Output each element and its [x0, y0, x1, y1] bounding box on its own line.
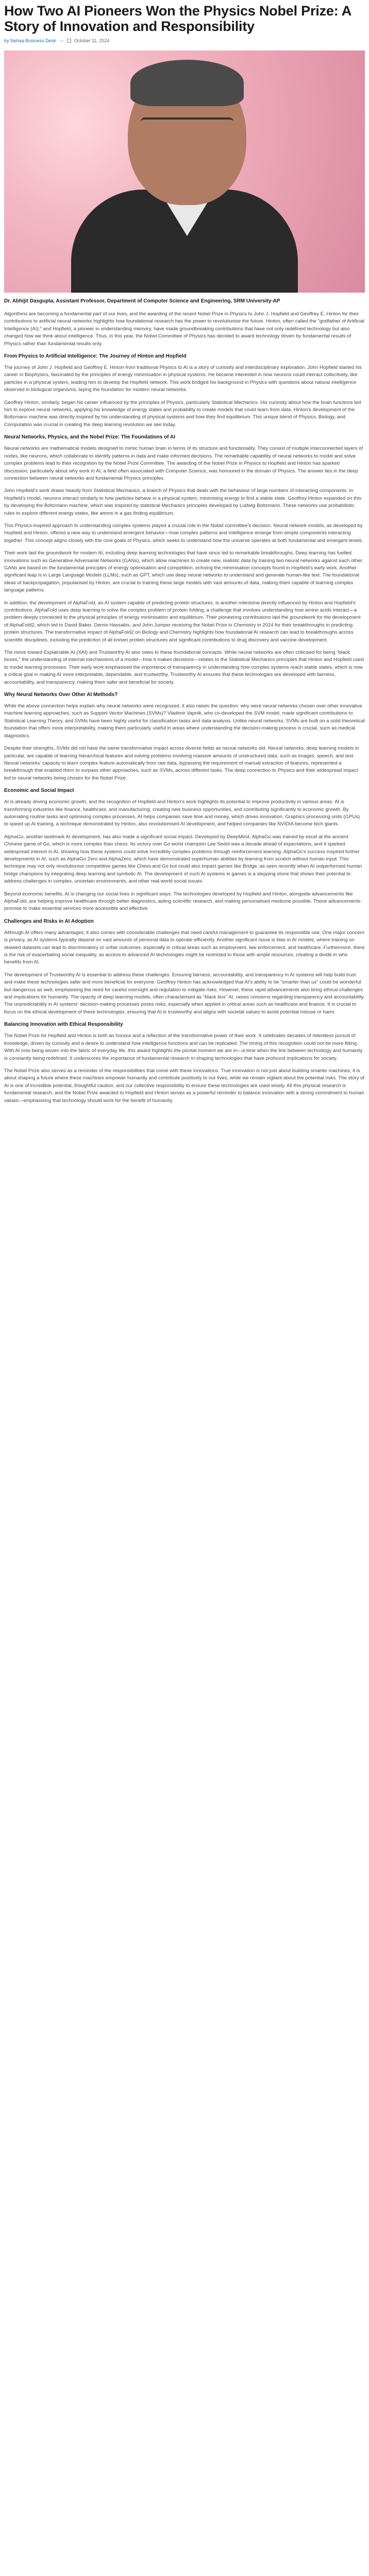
paragraph: Beyond economic benefits, AI is changing our social lives in significant ways. The technologies developed by Hopfield and Hinton, alongside advancements like AlphaFold, are helping improve healthcare through better diagnostics, aiding scientific research, and making personalised medicine possible. These advancements promise to make essential services more accessible and effective.	[4, 891, 361, 912]
hero-image	[4, 50, 365, 293]
article-title: How Two AI Pioneers Won the Physics Nobel Prize: A Story of Innovation and Responsibility	[4, 3, 351, 34]
paragraph: Their work laid the groundwork for modern AI, including deep learning technologies that have since led to remarkable breakthroughs. Deep learning has fuelled innovations such as Generative Adversarial Networks (GANs), which allow machines to create new, realistic data by training two neural networks against each other. GANs are based on the fundamental principles of energy optimisation and competition, echoing the minimisation concepts found in Hopfield's early work. Another significant leap is in Large Language Models (LLMs), such as GPT, which use deep neural networks to understand and generate human-like text. The foundational ideas of backpropagation, popularised by Hinton, are crucial to training these large models with vast amounts of data, making them capable of learning complex language patterns.	[4, 550, 363, 594]
article-body	[0, 304, 369, 1105]
byline-separator: —	[59, 38, 64, 43]
paragraph: Neural networks are mathematical models designed to mimic human brain in terms of its structure and functionality. They consist of multiple interconnected layers of nodes, like neurons, which collaborate to identify patterns in data and make informed decisions. The remarkable capability of neural networks to model and solve complex problems lead to their recognition by the Nobel Prize Committee. The awarding of the Nobel Prize in Physics to Hopfield and Hinton has sparked discussion, particularly about why work in AI, a field often associated with Computer Science, was honoured in the domain of Physics. The answer lies in the deep connection between neural networks and fundamental Physics principles.	[4, 446, 363, 481]
hero-caption: Dr. Abhijit Dasgupta, Assistant Professor, Department of Computer Science and Engineering, SRM University-AP	[4, 298, 280, 304]
portrait-hair	[130, 60, 244, 106]
section-heading: Economic and Social Impact	[4, 788, 74, 794]
paragraph: AI is already driving economic growth, and the recognition of Hopfield and Hinton's work highlights its potential to improve productivity in various areas. AI is transforming industries like finance, healthcare, and manufacturing, creating new business opportunities, and contributing significantly to economic growth. By automating routine tasks and optimising complex processes, AI helps companies save time and money, which drives innovation. Graphics processing units (GPUs) to speed up AI training, a technique demonstrated by Hinton, also revolutionised AI development, and helped companies like NVIDIA become tech giants.	[4, 799, 360, 827]
author-link[interactable]: by Nehaa Business Desk	[4, 38, 56, 43]
section-heading: From Physics to Artificial Intelligence: The Journey of Hinton and Hopfield	[4, 353, 187, 360]
paragraph: This Physics-inspired approach to understanding complex systems played a crucial role in the Nobel committee's decision. Neural network models, as developed by Hopfield and Hinton, offered a new way to understand emergent behavior—how complex patterns and intelligence emerge from simple components interacting together. This concept aligns closely with the core goals of Physics, which seeks to understand how the universe operates at both fundamental and emergent levels.	[4, 522, 363, 544]
section-heading: Neural Networks, Physics, and the Nobel Prize: The Foundations of AI	[4, 434, 175, 440]
paragraph: The move toward Explainable AI (XAI) and Trustworthy AI also owes to these foundational concepts. While neural networks are often criticised for being "black boxes," the understanding of internal mechanisms of a model—how it makes decisions—relates to the Statistical Mechanics principles that Hinton and Hopfield used to model learning processes. Their early work emphasised the importance of transparency in understanding how complex systems reach stable states, which is now a critical goal in making AI more interpretable, dependable, and trustworthy. Trustworthy AI ensures that these technologies are developed with fairness, accountability, and transparency, making them safer and beneficial for society.	[4, 650, 364, 685]
paragraph: Algorithms are becoming a fundamental part of our lives, and the awarding of the recent Nobel Prize in Physics to John J. Hopfield and Geoffrey E. Hinton for their contributions to artificial neural networks highlights how foundational research has the power to revolutionise the future. Hinton, often called the "godfather of Artificial Intelligence (AI)," and Hopfield, a pioneer in understanding memory, have made groundbreaking contributions that have not only redefined technology but also changed how we think about intelligence. Thus, in this year, the Nobel Committee of Physics has decided to award technology driven by fundamental results of Physics rather than fundamental results only.	[4, 311, 364, 347]
section-heading: Why Neural Networks Over Other AI Methods?	[4, 692, 118, 698]
calendar-icon	[67, 39, 71, 43]
byline	[4, 38, 365, 43]
portrait-glasses	[141, 117, 233, 133]
paragraph: The journey of John J. Hopfield and Geoffrey E. Hinton from traditional Physics to AI is a story of curiosity and interdisciplinary exploration. John Hopfield started his career in Biophysics, fascinated by the principles of energy minimisation in physical systems. He became interested in how neurons could interact collectively, like particles in a physical system, leading him to develop the Hopfield network. This work bridged his background in Physics with questions about natural intelligence observed in biological organisms, laying the foundation for modern neural networks.	[4, 365, 362, 393]
paragraph: While the above connection helps explain why neural networks were recognized, it also raises the question: why were neural networks chosen over other innovative machine learning approaches, such as Support Vector Machines (SVMs)? Vladimir Vapnik, who co-developed the SVM model, made significant contributions to Statistical Learning Theory, and SVMs have been highly useful for classification tasks and data analysis. Unlike neural networks, SVMs are built on a solid theoretical foundation that offers more interpretability, making them particularly useful in areas where understanding the decision-making process is crucial, such as medical diagnostics.	[4, 703, 365, 739]
section-heading: Balancing Innovation with Ethical Responsibility	[4, 1022, 123, 1028]
article-header	[0, 0, 369, 43]
paragraph: Despite their strengths, SVMs did not have the same transformative impact across diverse fields as neural networks did. Neural networks, deep learning models in particular, are capable of learning hierarchical features and solving problems involving massive amounts of unstructured data, such as images, speech, and text. Neural networks' capacity to learn complex feature automatically from raw data, bypassing the requirement of manual extraction of features, represented a breakthrough that enabled them to surpass other approaches, such as SVMs, across different tasks. The deep connection to Physics and their widespread impact led to neural networks being chosen for the Nobel Prize.	[4, 745, 359, 781]
publish-date: October 11, 2024	[74, 38, 110, 43]
section-heading: Challenges and Risks in AI Adoption	[4, 918, 94, 924]
paragraph: In addition, the development of AlphaFold, an AI system capable of predicting protein structures, is another milestone directly influenced by Hinton and Hopfield's contributions. AlphaFold uses deep learning to solve the complex problem of protein folding, a challenge that involves understanding how amino acids interact—a problem deeply connected to the physical principles of energy minimisation and equilibrium. Their pioneering contributions laid the groundwork for the development of AlphaFold2, which led to David Baker, Demis Hassabis, and John Jumper receiving the Nobel Prize in Chemistry in 2024 for their breakthroughs in predicting protein structures. The transformative impact of AlphaFold2 on Biology and Chemistry highlights how foundational AI research can lead to breakthroughs across scientific disciplines, including the prediction of all known protein structures and significant contributions to drug discovery and vaccine development.	[4, 600, 361, 643]
paragraph: The Nobel Prize also serves as a reminder of the responsibilities that come with these innovations. True innovation is not just about building smarter machines; it is about shaping a future where these machines empower humanity and contribute positively to our lives, while we remain vigilant about the potential risks. The story of AI is one of incredible potential, thoughtful caution, and our collective responsibility to ensure these technologies are used wisely. All this physical research is fundamental research, and the Nobel Prize awarded to Hopfield and Hinton serves as a powerful reminder to balance innovation with a strong commitment to human values—emphasising that technology should work for the benefit of humanity.	[4, 1067, 364, 1104]
paragraph: Geoffrey Hinton, similarly, began his career influenced by the principles of Physics, particularly Statistical Mechanics. His curiosity about how the brain functions led him to explore neural networks, applying his knowledge of energy states and probability to create models that could learn from data. Hinton's development of the Boltzmann machine was directly inspired by his understanding of physical systems and how they find equilibrium. This unique blend of Physics, Biology, and Computation was crucial in creating the deep learning revolution we see today.	[4, 399, 361, 428]
paragraph: AlphaGo, another landmark AI development, has also made a significant social impact. Developed by DeepMind, AlphaGo was trained by excel at the ancient Chinese game of Go, which is more complex than chess. Its victory over Go world champion Lee Sedol was a decade ahead of expectations, and it sparked widespread interest in AI, showing how these systems could solve incredibly complex problems through reinforcement learning. AlphaGo's success inspired further developments in AI, such as AlphaGo Zero and AlphaZero, which have demonstrated superhuman abilities by learning from scratch without human input. This technique may not only revolutionise competitive games like Chess and Go but could also impact games like Bridge, as seen recently when AI outperformed human bridge champions by integrating deep learning and symbolic AI. The development of such AI systems in games is a stepping stone that shows their potential to address challenges in complex, uncertain environments, and other real-world social issues.	[4, 834, 362, 885]
article-page	[0, 0, 369, 1130]
paragraph: The Nobel Prize for Hopfield and Hinton is both an honour and a reflection of the transformative power of their work. It celebrates decades of relentless pursuit of knowledge, driven by curiosity and a desire to understand how intelligence functions and can be replicated. The timing of this recognition could not be more fitting. With AI now being woven into the fabric of everyday life, this award highlights the pivotal moment we are in—a time when the line between technology and humanity is constantly being redefined. It underscores the importance of fundamental research in shaping technologies that have profound implications for society.	[4, 1033, 363, 1061]
paragraph: Although AI offers many advantages, it also comes with considerable challenges that need careful management to guarantee its responsible use. One major concern is privacy, as AI systems typically depend on vast amounts of personal data to operate efficiently. Another significant issue is bias in AI models, where training on skewed datasets can lead to discriminatory or unfair outcomes, especially in critical areas such as employment, law enforcement, and healthcare. Furthermore, there is the risk of exacerbating social inequality, as access to advanced AI technologies might be restricted to those with ample resources, creating a divide in who benefits from AI.	[4, 929, 365, 965]
paragraph: The development of Trustworthy AI is essential to address these challenges. Ensuring fairness, accountability, and transparency in AI systems will help build trust and make these technologies safer and more beneficial for everyone. Geoffrey Hinton has acknowledged that AI's ability to be "smarter than us" could be wonderful but dangerous as well, emphasising the need for careful oversight and regulation to mitigate risks. However, these rapid advancements also bring ethical challenges and implications for humanity. The opacity of deep learning models, often characterised as "black box" AI, raises concerns regarding transparency and accountability. The unpredictability in AI systems' decision-making processes poses risks, especially when applied in critical areas such as healthcare and finance. It is crucial to focus on the ethical development of these technologies, ensuring that AI is trustworthy and aligns with societal values to avoid potential misuse or harm.	[4, 972, 365, 1015]
paragraph: John Hopfield's work draws heavily from Statistical Mechanics, a branch of Physics that deals with the behaviour of large numbers of interacting components. In Hopfield's model, neurons interact similarly to how particles behave in a physical system, minimising energy to find a stable state. Geoffrey Hinton expanded on this by developing the Boltzmann machine, which was inspired by statistical Mechanics principles developed by Ludwig Boltzmann. These networks use probabilistic rules to explore different energy states, like atoms in a gas finding equilibrium.	[4, 488, 362, 516]
